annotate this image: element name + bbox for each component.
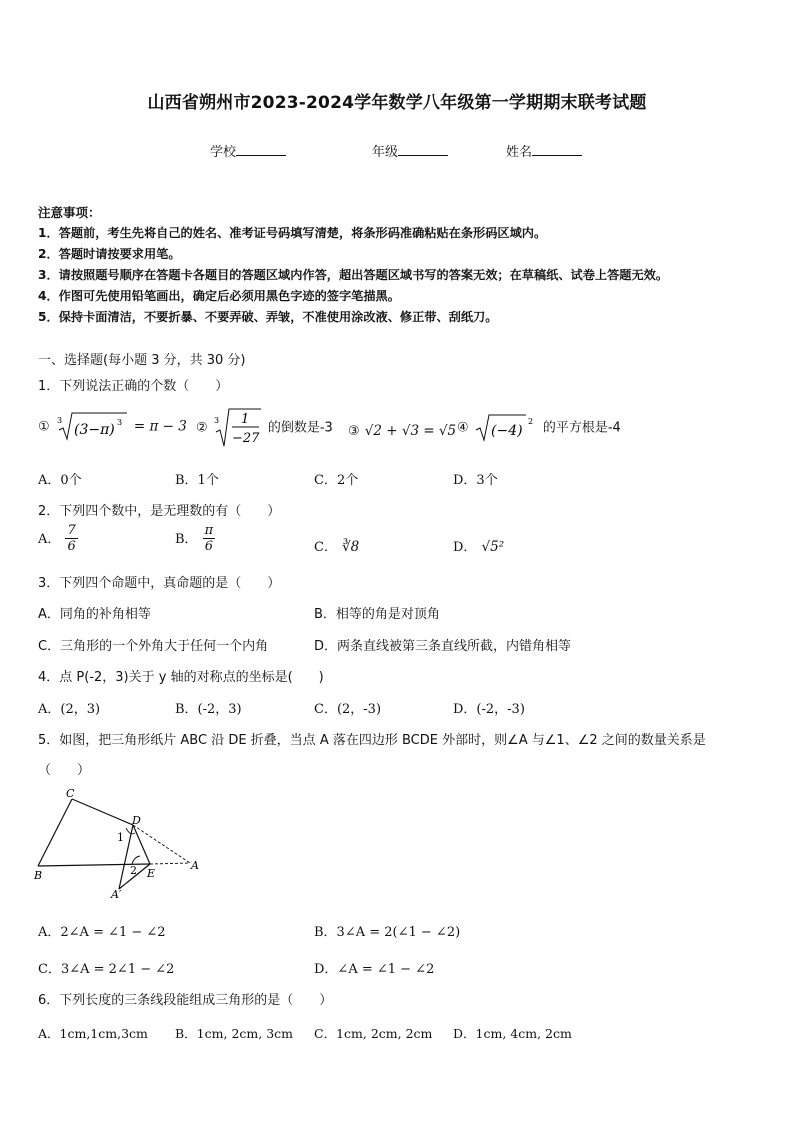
q1-statement-2-tail: 的倒数是-3: [267, 420, 333, 436]
angle-2-label: 2: [130, 864, 137, 877]
school-field[interactable]: [210, 141, 286, 160]
q6-option-b[interactable]: B．1cm, 2cm, 3cm: [175, 1026, 293, 1041]
q4-option-c[interactable]: C．(2，-3): [314, 702, 382, 717]
square-root-expression: [474, 412, 538, 442]
q1-statement-4: [457, 412, 621, 442]
svg-text:3: 3: [116, 418, 122, 427]
q2-option-b-fraction: $\frac{\pi}{6}$: [204, 523, 214, 554]
q1-statement-3: [348, 420, 456, 439]
vertex-d-label: D: [132, 814, 141, 827]
note-item: 5．保持卡面清洁，不要折暴、不要弄破、弄皱，不准使用涂改液、修正带、刮纸刀。: [38, 310, 498, 324]
svg-text:(3−π): (3−π): [73, 422, 115, 438]
q1-marker-3: ③: [348, 424, 360, 439]
svg-text:3: 3: [213, 416, 219, 425]
q6-option-c[interactable]: C．1cm, 2cm, 2cm: [314, 1026, 433, 1041]
vertex-b-label: B: [34, 869, 43, 882]
page-title: 山西省朔州市2023-2024学年数学八年级第一学期期末联考试题: [147, 93, 647, 113]
note-item: 1．答题前，考生先将自己的姓名、准考证号码填写清楚，将条形码准确粘贴在条形码区域内。: [38, 226, 547, 240]
q3-option-b[interactable]: B．相等的角是对顶角: [314, 607, 440, 622]
q2-option-c-label: C．: [314, 540, 337, 555]
q1-option-c[interactable]: C．2个: [314, 473, 359, 488]
q1-statement-1-tail: = π − 3: [133, 418, 187, 435]
note-item: 2．答题时请按要求用笔。: [38, 247, 181, 261]
q2-option-a-label: A．: [38, 532, 61, 547]
q2-option-c[interactable]: [314, 536, 359, 555]
q2-option-d-expr: √5²: [481, 539, 505, 555]
grade-label: 年级: [372, 145, 399, 160]
svg-text:−27: −27: [231, 431, 260, 446]
q1-statement-2: [196, 406, 333, 448]
q5-option-d[interactable]: D．∠A = ∠1 − ∠2: [314, 962, 435, 977]
svg-text:3: 3: [56, 416, 62, 425]
q5-option-b[interactable]: B．3∠A = 2(∠1 − ∠2): [314, 925, 461, 940]
q4-option-a[interactable]: A．(2，3): [38, 702, 101, 717]
question-3-stem: 3．下列四个命题中，真命题的是（ ）: [38, 576, 281, 591]
q2-option-d-label: D．: [453, 540, 477, 555]
note-item: 3．请按照题号顺序在答题卡各题目的答题区域内作答，超出答题区域书写的答案无效；在草稿纸、试卷上答题无效。: [38, 268, 669, 282]
q1-option-b[interactable]: B．1个: [175, 473, 219, 488]
notes-heading: 注意事项：: [38, 205, 101, 220]
vertex-c-label: C: [66, 787, 75, 800]
q2-option-c-expr: ∛8: [342, 539, 360, 555]
note-item: 4．作图可先使用铅笔画出，确定后必须用黑色字迹的签字笔描黑。: [38, 289, 400, 303]
cube-root-expression: [55, 410, 129, 442]
q1-marker-2: ②: [196, 420, 208, 436]
section-heading: 一、选择题(每小题 3 分，共 30 分): [38, 353, 246, 368]
q6-option-d[interactable]: D．1cm, 4cm, 2cm: [453, 1026, 572, 1041]
cube-root-fraction: [213, 406, 263, 448]
question-6-stem: 6．下列长度的三条线段能组成三角形的是（ ）: [38, 993, 333, 1008]
svg-text:(−4): (−4): [490, 423, 523, 439]
q2-option-b-label: B．: [175, 532, 198, 547]
folded-triangle-figure: [34, 784, 204, 900]
vertex-a-label: A: [191, 859, 199, 872]
q3-option-d[interactable]: D．两条直线被第三条直线所截，内错角相等: [314, 639, 572, 654]
q4-option-b[interactable]: B．(-2，3): [175, 702, 242, 717]
name-field[interactable]: [506, 141, 582, 160]
school-blank[interactable]: [236, 142, 286, 156]
q2-option-a[interactable]: [38, 523, 78, 554]
angle-1-label: 1: [117, 831, 124, 844]
question-5-paren: （ ）: [38, 763, 91, 778]
question-1-stem: 1．下列说法正确的个数（ ）: [38, 379, 229, 394]
q2-option-b[interactable]: [175, 523, 215, 554]
q1-option-a[interactable]: A．0个: [38, 473, 82, 488]
q6-option-a[interactable]: A．1cm,1cm,3cm: [38, 1026, 148, 1041]
q1-statement-1: [38, 410, 187, 442]
svg-text:1: 1: [240, 412, 250, 427]
q4-option-d[interactable]: D．(-2，-3): [453, 702, 525, 717]
q1-statement-3-expr: √2 + √3 = √5: [364, 423, 457, 439]
q1-option-d[interactable]: D．3个: [453, 473, 498, 488]
question-5-stem: 5．如图，把三角形纸片 ABC 沿 DE 折叠，当点 A 落在四边形 BCDE 外部时，则∠A 与∠1、∠2 之间的数量关系是: [38, 733, 706, 748]
q1-marker-4: ④: [457, 420, 469, 436]
question-4-stem: 4．点 P(-2，3)关于 y 轴的对称点的坐标是( ): [38, 670, 324, 685]
q2-option-d[interactable]: [453, 536, 504, 555]
q5-option-a[interactable]: A．2∠A = ∠1 − ∠2: [38, 925, 166, 940]
grade-field[interactable]: [372, 141, 448, 160]
q3-option-a[interactable]: A．同角的补角相等: [38, 607, 151, 622]
name-blank[interactable]: [532, 142, 582, 156]
q3-option-c[interactable]: C．三角形的一个外角大于任何一个内角: [38, 639, 269, 654]
q2-option-a-fraction: $\frac{7}{6}$: [67, 523, 76, 554]
q5-option-c[interactable]: C．3∠A = 2∠1 − ∠2: [38, 962, 175, 977]
svg-text:2: 2: [527, 417, 533, 426]
question-2-stem: 2．下列四个数中，是无理数的有（ ）: [38, 504, 281, 519]
vertex-a-prime-label: A′: [111, 888, 122, 900]
q1-marker-1: ①: [38, 419, 50, 435]
name-label: 姓名: [506, 145, 533, 160]
grade-blank[interactable]: [398, 142, 448, 156]
q1-statement-4-tail: 的平方根是-4: [542, 420, 621, 436]
vertex-e-label: E: [147, 867, 156, 880]
school-label: 学校: [210, 145, 237, 160]
